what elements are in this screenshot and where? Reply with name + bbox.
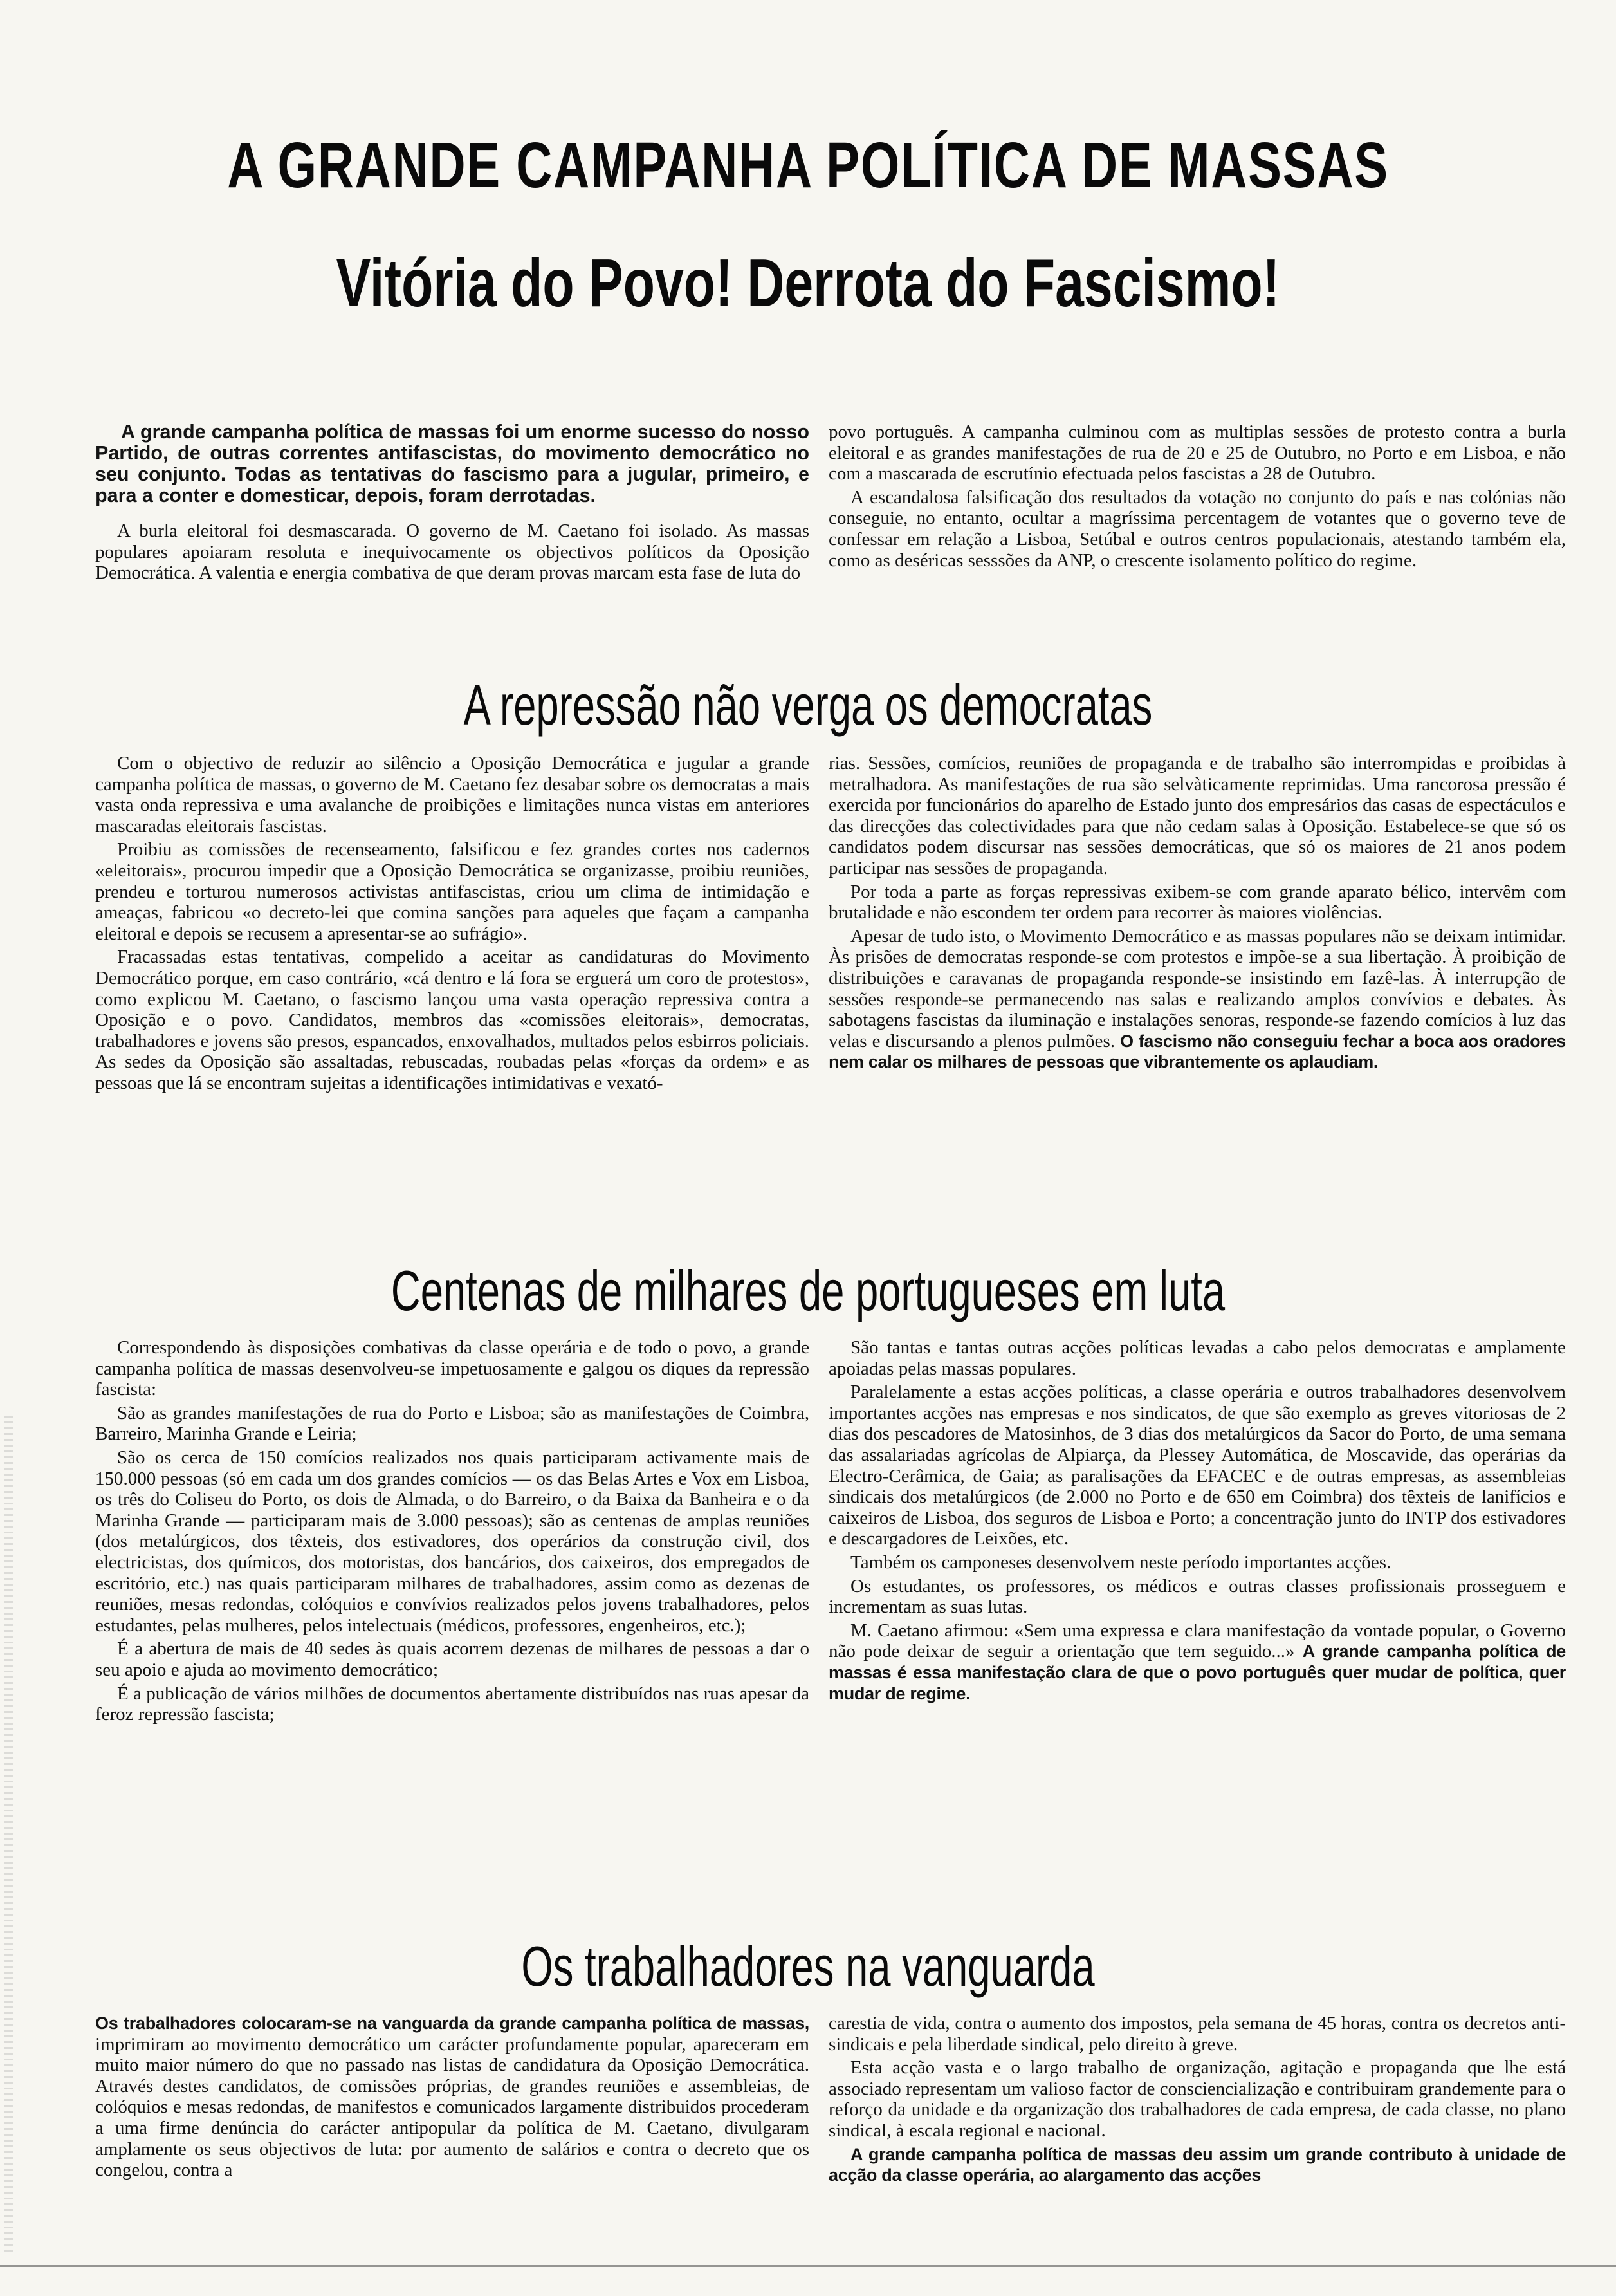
section3-right-column — [829, 2013, 1566, 2189]
section1-paragraph: rias. Sessões, comícios, reuniões de propaganda e de trabalho são interrompidas e proibidas à metralhadora. As manifestações de rua são selvàticamente reprimidas. Uma rancorosa pressão é exercida por funcionários do aparelho de Estado junto dos empresários das casas de espectáculos e das direcções das colectividades para que não cedam salas à Oposição. Estabelece-se que só os candidatos podem discursar nas sessões democráticas, que só os maiores de 21 anos podem participar nas sessões de propaganda. — [829, 753, 1566, 878]
section3-paragraph-text: imprimiram ao movimento democrático um carácter profundamente popular, apareceram em muito maior número do que no passado nas listas de candidatura da Oposição Democrática. Através destes candidatos, de comissões próprias, de grandes reuniões e assembleias, de colóquios e mesas redondas, de manifestos e comunicados largamente distribuidos procederam a uma firme denúncia do carácter antipopular da política de M. Caetano, divulgaram amplamente os seus objectivos de luta: por aumento de salários e contra o decreto que os congelou, contra a — [95, 2033, 809, 2181]
section-title-trabalhadores: Os trabalhadores na vanguarda — [521, 1934, 1095, 1998]
section3-bold-closing: A grande campanha política de massas deu assim um grande contributo à unidade de acção da classe operária, ao alargamento das acções — [829, 2144, 1566, 2185]
section3-paragraph: carestia de vida, contra o aumento dos impostos, pela semana de 45 horas, contra os decretos anti-sindicais e pela liberdade sindical, pelo direito à greve. — [829, 2013, 1566, 2055]
section1-bold-conclusion: O fascismo não conseguiu fechar a boca aos oradores nem calar os milhares de pessoas que vibrantemente os aplaudiam. — [829, 1031, 1566, 1072]
intro-lead-paragraph: A grande campanha política de massas foi um enorme sucesso do nosso Partido, de outras correntes antifascistas, do movimento democrático no seu conjunto. Todas as tentativas do fascismo para a jugular, primeiro, e para a conter e domesticar, depois, foram derrotadas. — [95, 421, 809, 506]
section3-bold-opening: Os trabalhadores colocaram-se na vanguarda da grande campanha política de massas, — [95, 2014, 809, 2033]
intro-paragraph-2: povo português. A campanha culminou com as multiplas sessões de protesto contra a burla eleitoral e as grandes manifestações de rua de 20 e 25 de Outubro, no Porto e em Lisboa, e não com a mascarada de escrutínio efectuada pelos fascistas a 28 de Outubro. — [829, 421, 1566, 485]
section2-paragraph: Os estudantes, os professores, os médicos e outras classes profissionais prosseguem e incrementam as suas lutas. — [829, 1575, 1566, 1618]
section3-paragraph: Esta acção vasta e o largo trabalho de organização, agitação e propaganda que lhe está associado representam um valioso factor de consciencialização e contribuiram grandemente para o reforço da unidade e da organização dos trabalhadores de cada empresa, de cada classe, no plano sindical, à escala regional e nacional. — [829, 2057, 1566, 2141]
intro-paragraph-3: A escandalosa falsificação dos resultados da votação no conjunto do país e nas colónias não conseguie, no entanto, ocultar a magríssima percentagem de votantes que o governo teve de confessar em relação a Lisboa, Setúbal e outros centros populacionais, atestando também ela, como as deséricas sesssões da ANP, o crescente isolamento político do regime. — [829, 486, 1566, 571]
section2-quote: M. Caetano afirmou: «Sem uma expressa e clara manifestação da vontade popular, o Governo não pode deixar de seguir a orientação que tem seguido...» — [829, 1620, 1566, 1662]
main-headline: A GRANDE CAMPANHA POLÍTICA DE MASSAS — [227, 129, 1389, 201]
intro-right-column — [829, 421, 1566, 573]
section2-bold-conclusion: A grande campanha política de massas é essa manifestação clara de que o povo português quer mudar de política, quer mudar de regime. — [829, 1642, 1566, 1703]
intro-paragraph-1: A burla eleitoral foi desmascarada. O governo de M. Caetano foi isolado. As massas populares apoiaram resoluta e inequivocamente os objectivos políticos da Oposição Democrática. A valentia e energia combativa de que deram provas marcam esta fase de luta do — [95, 521, 809, 584]
bottom-rule — [0, 2265, 1616, 2267]
section2-right-column — [829, 1337, 1566, 1707]
section2-paragraph: Também os camponeses desenvolvem neste período importantes acções. — [850, 1551, 1391, 1573]
section2-paragraph: Correspondendo às disposições combativas da classe operária e de todo o povo, a grande campanha política de massas desenvolveu-se impetuosamente e galgou os diques da repressão fascista: — [95, 1337, 809, 1400]
section-title-centenas: Centenas de milhares de portugueses em luta — [390, 1259, 1226, 1322]
section-title-repressao: A repressão não verga os democratas — [463, 673, 1153, 737]
section2-paragraph: Paralelamente a estas acções políticas, a classe operária e outros trabalhadores desenvolvem importantes acções nas empresas e nos sindicatos, de que são exemplo as greves vitoriosas de 2 dias dos pescadores de Matosinhos, de 3 dias dos metalúrgicos da Sacor do Porto, de uma semana das assalariadas agrícolas de Alpiarça, da Plessey Automática, de Moscavide, das operárias da Electro-Cerâmica, de Gaia; as paralisações da EFACEC e de outras empresas, as assembleias sindicais dos metalúrgicos (de 2.000 no Porto e de 650 em Coimbra) dos têxteis de lanifícios e caixeiros de Lisboa, dos seguros de Lisboa e Porto; a concentração junto do INTP dos estivadores e descargadores de Leixões, etc. — [829, 1382, 1566, 1550]
section3-left-column — [95, 2013, 809, 2183]
section2-paragraph: São os cerca de 150 comícios realizados nos quais participaram activamente mais de 150.000 pessoas (só em cada um dos grandes comícios — os das Belas Artes e Vox em Lisboa, os três do Coliseu do Porto, os dois de Almada, o do Barreiro, o da Baixa da Banheira e o da Marinha Grande — participaram mais de 3.000 pessoas); são as centenas de amplas reuniões (dos metalúrgicos, dos têxteis, dos estivadores, dos operários da construção civil, dos electricistas, dos químicos, dos motoristas, dos bancários, dos caixeiros, dos empregados de escritório, etc.) nas quais participaram milhares de trabalhadores, assim como as dezenas de reuniões, mesas redondas, colóquios e convívios realizados pelos jovens trabalhadores, pelos estudantes, pelas mulheres, pelos intelectuais (médicos, professores, engenheiros, etc.); — [95, 1447, 809, 1636]
intro-left-column — [95, 421, 809, 586]
section2-paragraph: São as grandes manifestações de rua do Porto e Lisboa; são as manifestações de Coimbra, Barreiro, Marinha Grande e Leiria; — [95, 1402, 809, 1445]
section2-left-column — [95, 1337, 809, 1728]
section1-paragraph: Por toda a parte as forças repressivas exibem-se com grande aparato bélico, intervêm com brutalidade e não escondem ter ordem para recorrer às maiores violências. — [829, 881, 1566, 923]
section1-paragraph: Proibiu as comissões de recenseamento, falsificou e fez grandes cortes nos cadernos «eleitorais», procurou impedir que a Oposição Democrática se organizasse, proibiu reuniões, prendeu e torturou numerosos activistas antifascistas, criou um clima de intimidação e ameaças, fabricou «o decreto-lei que comina sanções para aqueles que façam a campanha eleitoral e depois se recusem a apresentar-se ao sufrágio». — [95, 839, 809, 944]
scan-edge-mark — [4, 1416, 13, 2252]
sub-headline: Vitória do Povo! Derrota do Fascismo! — [336, 245, 1280, 321]
section2-paragraph: São tantas e tantas outras acções políticas levadas a cabo pelos democratas e amplamente apoiadas pelas massas populares. — [829, 1337, 1566, 1379]
section1-paragraph: Com o objectivo de reduzir ao silêncio a Oposição Democrática e jugular a grande campanha política de massas, o governo de M. Caetano fez desabar sobre os democratas a mais vasta onda repressiva e uma avalanche de proibições e limitações nunca vistas em anteriores mascaradas eleitorais fascistas. — [95, 753, 809, 837]
section1-paragraph-text: Apesar de tudo isto, o Movimento Democrático e as massas populares não se deixam intimidar. Às prisões de democratas responde-se com protestos e impõe-se a sua libertação. À proibição de distribuições e caravanas de propaganda responde-se insistindo em fazê-las. À interrupção de sessões responde-se permanecendo nas salas e realizando amplos convívios e debates. Às sabotagens fascistas da iluminação e instalações senoras, responde-se fazendo comícios à luz das velas e discursando a plenos pulmões. — [829, 925, 1566, 1051]
section1-paragraph — [829, 926, 1566, 1073]
section2-paragraph: É a publicação de vários milhões de documentos abertamente distribuídos nas ruas apesar da feroz repressão fascista; — [95, 1683, 809, 1725]
section1-right-column — [829, 753, 1566, 1075]
section3-paragraph — [95, 2013, 809, 2181]
section2-paragraph — [829, 1620, 1566, 1704]
section1-paragraph: Fracassadas estas tentativas, compelido a aceitar as candidaturas do Movimento Democrático porque, em caso contrário, «cá dentro e lá fora se erguerá um coro de protestos», como explicou M. Caetano, o fascismo lançou uma vasta operação repressiva contra a Oposição e o povo. Candidatos, membros das «comissões eleitorais», democratas, trabalhadores e jovens são presos, espancados, enxovalhados, multados pelos esbirros policiais. As sedes da Oposição são assaltadas, rebuscadas, roubadas pelas «forças da ordem» e as pessoas que lá se encontram sujeitas a identificações intimidativas e vexató- — [95, 947, 809, 1093]
section1-left-column — [95, 753, 809, 1097]
section2-paragraph: É a abertura de mais de 40 sedes às quais acorrem dezenas de milhares de pessoas a dar o seu apoio e ajuda ao movimento democrático; — [95, 1638, 809, 1680]
